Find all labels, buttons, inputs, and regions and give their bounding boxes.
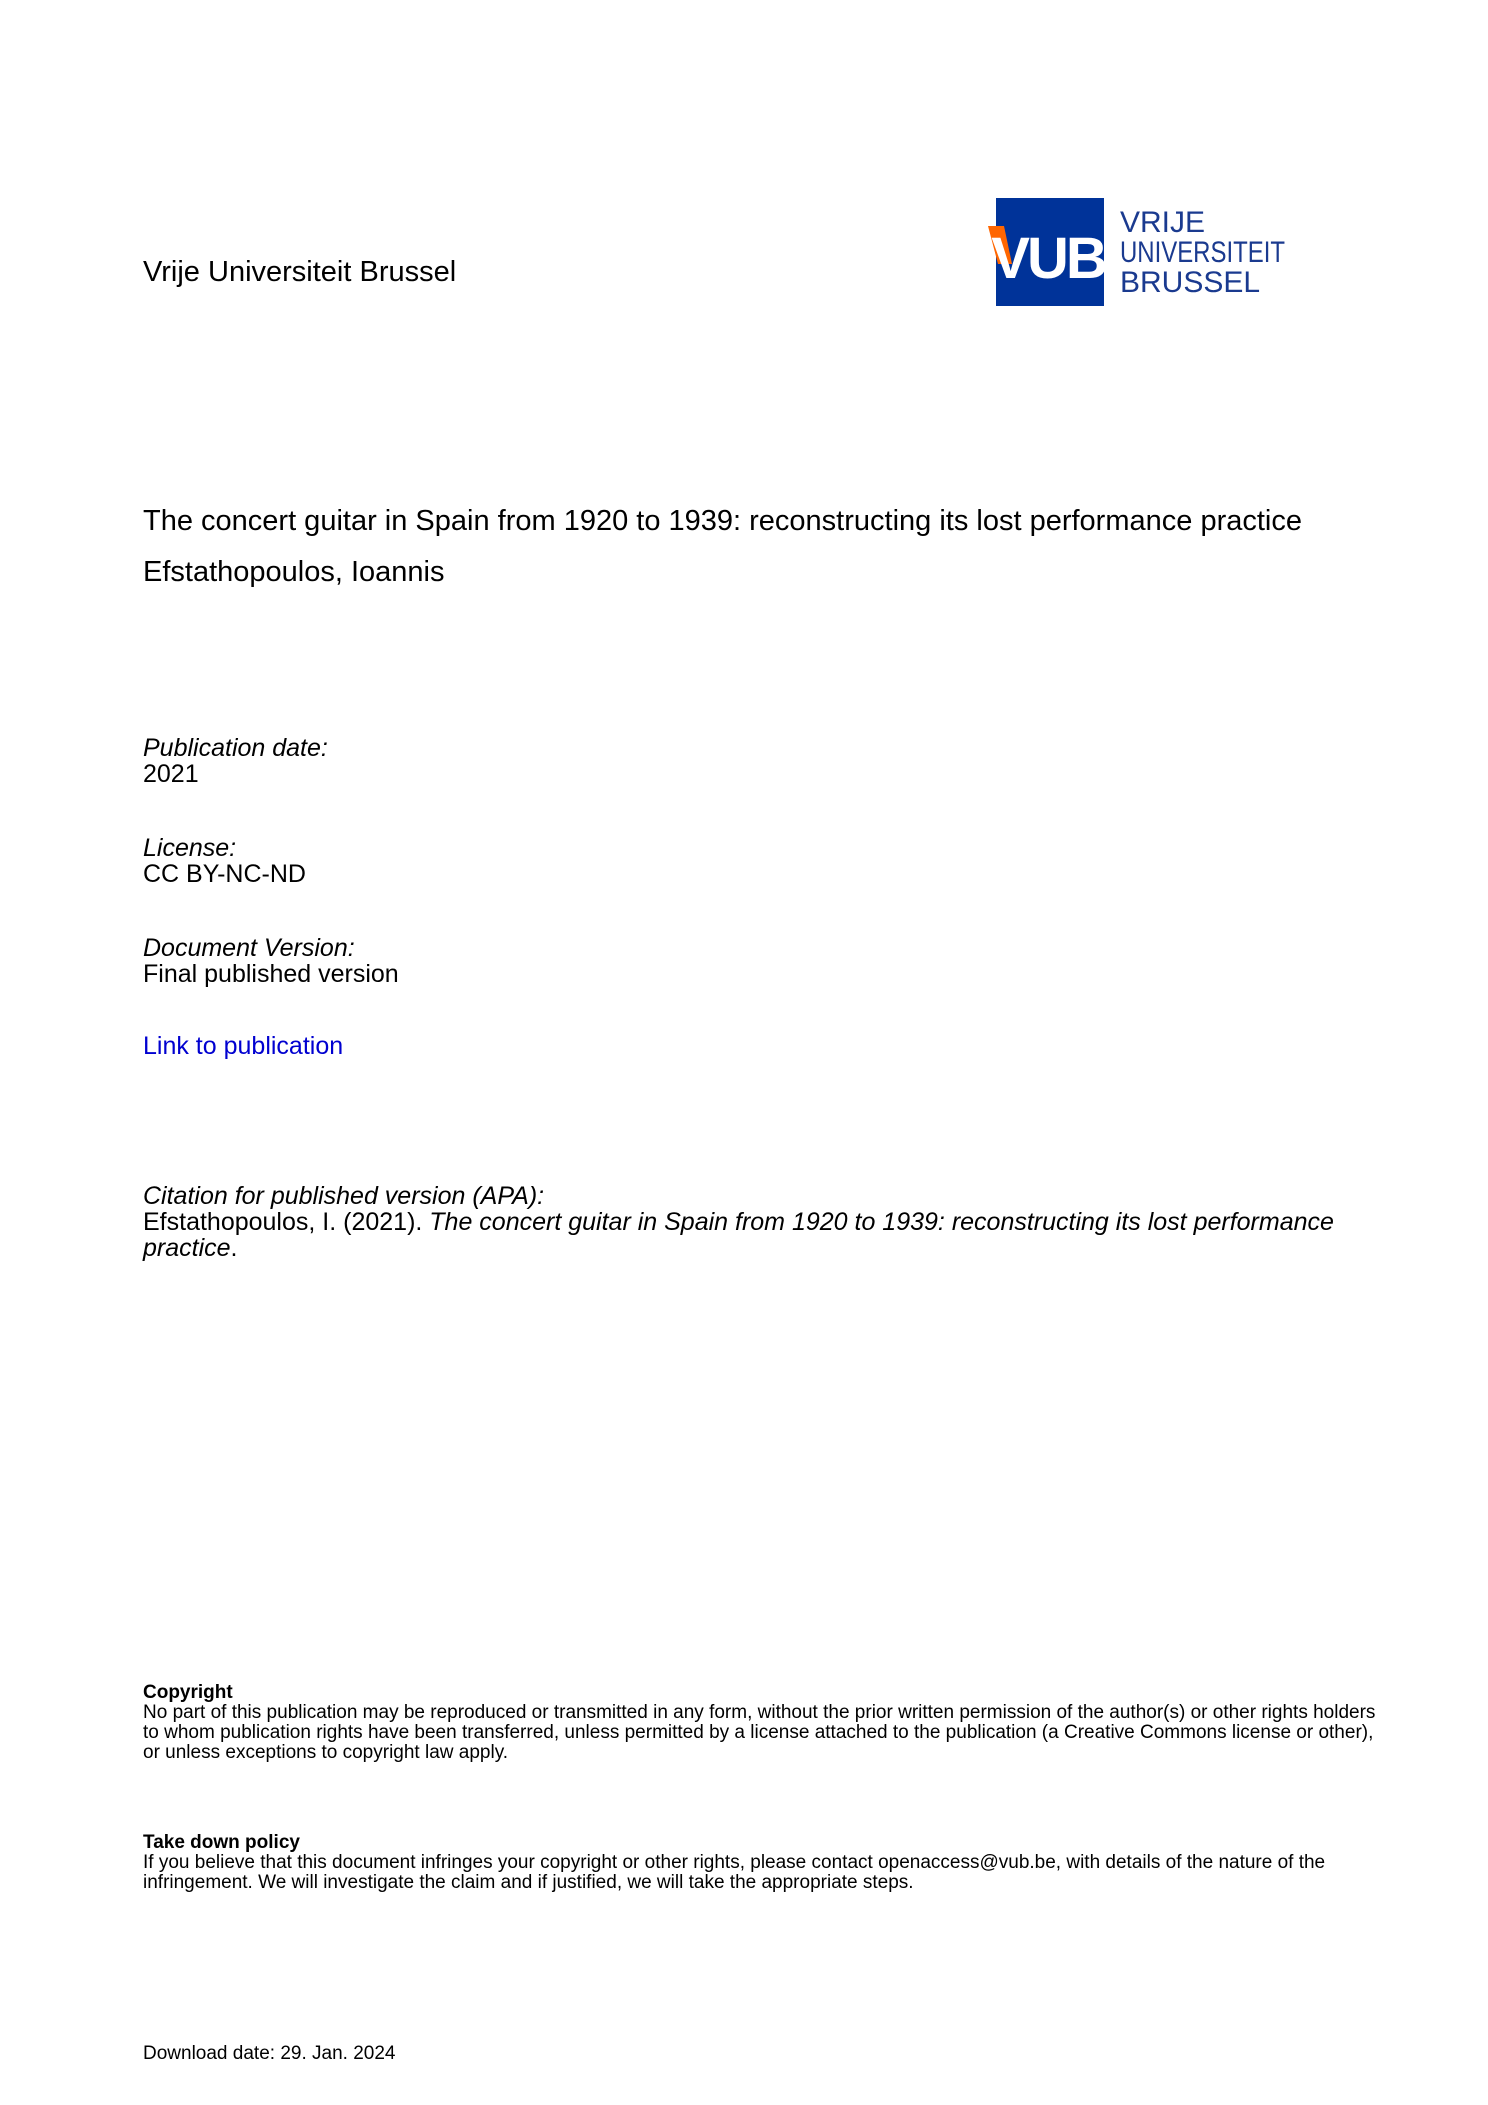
citation-text	[143, 1209, 1383, 1261]
copyright-heading: Copyright	[143, 1682, 233, 1703]
university-name: Vrije Universiteit Brussel	[143, 256, 457, 288]
copyright-text: No part of this publication may be reproduced or transmitted in any form, without the prior written permission of the author(s) or other rights holders to whom publication rights have been transferred, unless permitted by a license attached to the publication (a Creative Commons license or other), or unless exceptions to copyright law apply.	[143, 1702, 1376, 1763]
meta-value: 2021	[143, 760, 199, 788]
logo-line-2: UNIVERSITEIT	[1120, 236, 1285, 269]
publication-title: The concert guitar in Spain from 1920 to 1939: reconstructing its lost performance practice	[143, 505, 1302, 537]
meta-license	[143, 835, 306, 887]
meta-label: Document Version:	[143, 934, 355, 962]
citation-label: Citation for published version (APA):	[143, 1182, 545, 1210]
meta-label: Publication date:	[143, 734, 328, 762]
meta-document-version	[143, 935, 399, 987]
citation	[143, 1183, 1383, 1261]
logo-mark: VUB	[991, 226, 1105, 291]
meta-label: License:	[143, 834, 237, 862]
meta-value: Final published version	[143, 960, 399, 988]
download-date: Download date: 29. Jan. 2024	[143, 2043, 396, 2064]
logo-line-3: BRUSSEL	[1120, 266, 1261, 299]
logo-line-1: VRIJE	[1120, 206, 1206, 239]
publication-author: Efstathopoulos, Ioannis	[143, 556, 445, 588]
takedown-section	[143, 1833, 1393, 1893]
citation-prefix: Efstathopoulos, I. (2021).	[143, 1208, 430, 1236]
citation-suffix: .	[230, 1234, 238, 1262]
vub-logo	[988, 198, 1298, 308]
meta-publication-date	[143, 735, 328, 787]
link-to-publication[interactable]: Link to publication	[143, 1032, 344, 1060]
copyright-section	[143, 1683, 1393, 1763]
citation-title: The concert guitar in Spain from 1920 to 1939: reconstructing its lost performance practice	[143, 1208, 1334, 1262]
meta-value: CC BY-NC-ND	[143, 860, 306, 888]
takedown-heading: Take down policy	[143, 1832, 300, 1853]
takedown-text: If you believe that this document infringes your copyright or other rights, please contact openaccess@vub.be, with details of the nature of the infringement. We will investigate the claim and if justified, we will take the appropriate steps.	[143, 1852, 1326, 1893]
